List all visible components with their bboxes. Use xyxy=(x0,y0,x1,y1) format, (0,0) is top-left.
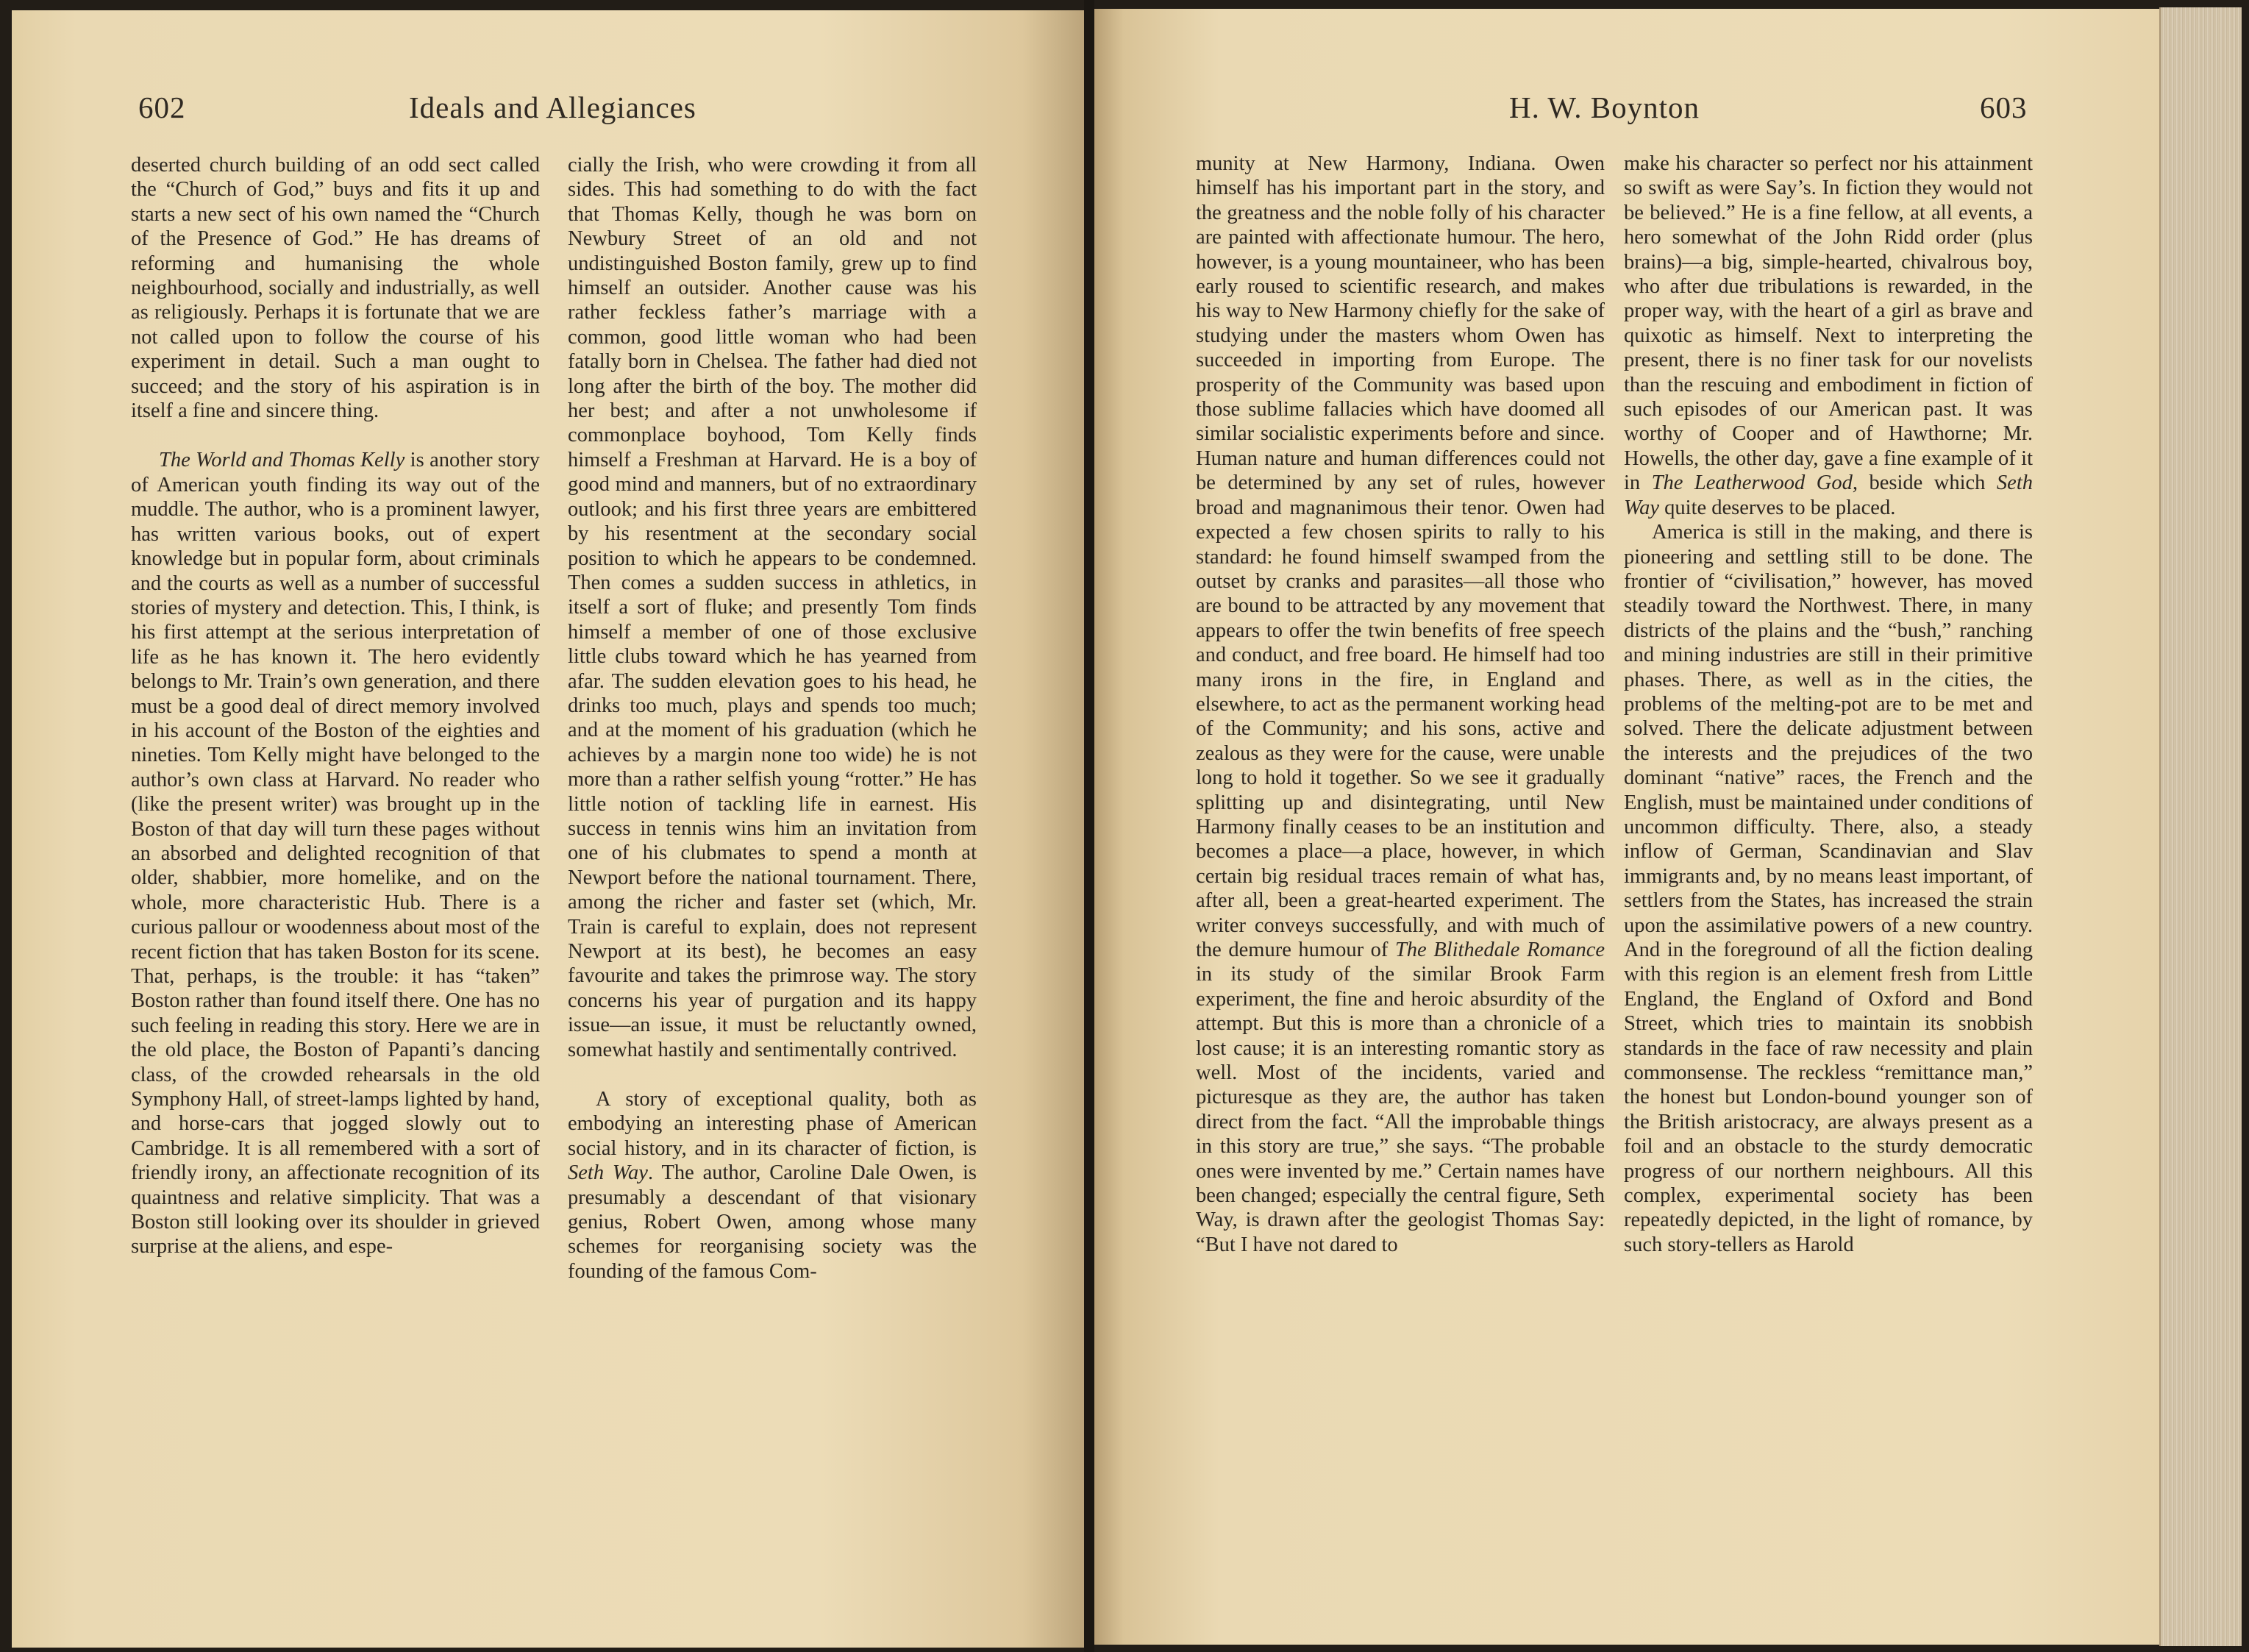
right-page-column-2 xyxy=(1624,152,2033,1475)
book-title: Seth Way xyxy=(1624,471,2033,519)
book-title: Seth Way xyxy=(568,1161,648,1185)
left-page-column-2 xyxy=(568,153,977,1477)
page-number-right: 603 xyxy=(1980,90,2028,124)
paragraph: The World and Thomas Kelly is another story of American youth finding its way out of the muddle. The author, who is a prominent lawyer, has written various books, out of expert knowledge but in popular form, about criminals and the courts as well as a number of successful stories of mystery and detection. This, I think, is his first attempt at the serious interpretation of life as he has known it. The hero evidently belongs to Mr. Train’s own generation, and there must be a good deal of direct memory involved in his account of the Boston of the eighties and nineties. Tom Kelly might have belonged to the author’s own class at Harvard. No reader who (like the present writer) was brought up in the Boston of that day will turn these pages without an absorbed and delighted recognition of that older, shabbier, more homelike, and on the whole, more characteristic Hub. There is a curious pallour or woodenness about most of the recent fiction that has taken Boston for its scene. That, perhaps, is the trouble: it has “taken” Boston rather than found itself there. One has no such feeling in reading this story. Here we are in the old place, the Boston of Papanti’s dancing class, of the crowded rehearsals in the old Symphony Hall, of street-lamps lighted by hand, and horse-cars that jogged slowly out to Cambridge. It is all remembered with a sort of friendly irony, an affectionate recognition of its quaintness and relative simplicity. That was a Boston still looking over its shoulder in grieved surprise at the aliens, and espe- xyxy=(131,449,540,1258)
book-title: The World and Thomas Kelly xyxy=(159,449,405,472)
book-gutter xyxy=(1084,0,1094,1652)
paragraph: A story of exceptional quality, both as embodying an interesting phase of American social history, and in its character of fiction, is Seth Way. The author, Caroline Dale Owen, is presumably a descendant of that visionary genius, Robert Owen, among whose many schemes for reorganising society was the founding of the famous Com- xyxy=(568,1088,977,1283)
book-title: The Blithedale Romance xyxy=(1394,939,1605,961)
book-title: The Leatherwood God, xyxy=(1651,471,1858,495)
right-page-column-1 xyxy=(1196,152,1605,1475)
paragraph: munity at New Harmony, Indiana. Owen himself has his important part in the story, and the greatness and the noble folly of his character are painted with affectionate humour. The hero, however, is a young mountaineer, who has been early roused to scientific research, and makes his way to New Harmony chiefly for the sake of studying under the masters whom Owen has succeeded in importing from Europe. The prosperity of the Community was based upon those sublime fallacies which have doomed all similar socialistic experiments before and since. Human nature and human differences could not be determined by any set of rules, however broad and magnanimous their tenor. Owen had expected a few chosen spirits to rally to his standard: he found himself swamped from the outset by cranks and parasites—all those who are bound to be attracted by any movement that appears to offer the twin benefits of free speech and conduct, and free board. He himself had too many irons in the fire, in England and elsewhere, to act as the permanent working head of the Community; and his sons, active and zealous as they were for the cause, were unable long to hold it together. So we see it gradually splitting up and disintegrating, until New Harmony finally ceases to be an institution and becomes a place—a place, however, in which certain big residual traces remain of what has, after all, been a great-hearted experiment. The writer conveys successfully, and with much of the demure humour of The Blithedale Romance in its study of the similar Brook Farm experiment, the fine and heroic absurdity of the attempt. But this is more than a chronicle of a lost cause; it is an interesting romantic story as well. Most of the incidents, varied and picturesque as they are, the author has taken direct from the fact. “All the improbable things in this story are true,” she says. “The probable ones were invented by me.” Certain names have been changed; especially the central figure, Seth Way, is drawn after the geologist Thomas Say: “But I have not dared to xyxy=(1196,152,1605,1256)
paragraph: deserted church building of an odd sect called the “Church of God,” buys and fits it up and starts a new sect of his own named the “Church of the Presence of God.” He has dreams of reforming and humanising the whole neighbourhood, socially and industrially, as well as religiously. Perhaps it is fortunate that we are not called upon to follow the course of his experiment in detail. Such a man ought to succeed; and the story of his aspiration is in itself a fine and sincere thing. xyxy=(131,154,540,423)
page-number-left: 602 xyxy=(138,90,186,124)
running-head-right: H. W. Boynton xyxy=(1509,90,1700,124)
paragraph: make his character so perfect nor his attainment so swift as were Say’s. In fiction they would not be believed.” He is a fine fellow, at all events, a hero somewhat of the John Ridd order (plus brains)—a big, simple-hearted, chivalrous boy, who after due tribulations is rewarded, in the proper way, with the heart of a girl as brave and quixotic as himself. Next to interpreting the present, there is no finer task for our novelists than the rescuing and embodiment in fiction of such episodes of our American past. It was worthy of Cooper and of Hawthorne; Mr. Howells, the other day, gave a fine example of it in The Leatherwood God, beside which Seth Way quite deserves to be placed. xyxy=(1624,152,2033,519)
left-page-column-1 xyxy=(131,153,540,1477)
paragraph: America is still in the making, and there is pioneering and settling still to be done. The frontier of “civilisation,” however, has moved steadily toward the Northwest. There, in many districts of the plains and the “bush,” ranching and mining industries are still in their primitive phases. There, as well as in the cities, the problems of the melting-pot are to be met and solved. There the delicate adjustment between the interests and the prejudices of the two dominant “native” races, the French and the English, must be maintained under conditions of uncommon difficulty. There, also, a steady inflow of German, Scandinavian and Slav immigrants and, by no means least important, of settlers from the States, has increased the strain upon the assimilative powers of a new country. And in the foreground of all the fiction dealing with this region is an element fresh from Little England, the England of Oxford and Bond Street, which tries to maintain its snobbish standards in the face of raw necessity and plain commonsense. The reckless “remittance man,” the honest but London-bound younger son of the British aristocracy, are always present as a foil and an obstacle to the sturdy democratic progress of our northern neighbours. All this complex, experimental society has been repeatedly depicted, in the light of romance, by such story-tellers as Harold xyxy=(1624,521,2033,1256)
running-head-left: Ideals and Allegiances xyxy=(409,90,696,124)
paragraph: cially the Irish, who were crowding it from all sides. This had something to do with the fact that Thomas Kelly, though he was born on Newbury Street of an old and not undistinguished Boston family, grew up to find himself an outsider. Another cause was his rather feckless father’s marriage with a common, good little woman who had been fatally born in Chelsea. The father had died not long after the birth of the boy. The mother did her best; and after a not unwholesome if commonplace boyhood, Tom Kelly finds himself a Freshman at Harvard. He is a boy of good mind and manners, but of no extraordinary outlook; and his first three years are embittered by his resentment at the secondary social position to which he appears to be condemned. Then comes a sudden success in athletics, in itself a sort of fluke; and presently Tom finds himself a member of one of those exclusive little clubs toward which he has yearned from afar. The sudden elevation goes to his head, he drinks too much, plays and spends too much; and at the moment of his graduation (which he achieves by a margin none too wide) he is not more than a rather selfish young “rotter.” He has little notion of tackling life in earnest. His success in tennis wins him an invitation from one of his clubmates to spend a month at Newport before the national tournament. There, among the richer and faster set (which, Mr. Train is careful to explain, does not represent Newport at its best), he becomes an easy favourite and takes the primrose way. The story concerns his year of purgation and its happy issue—an issue, it must be reluctantly owned, somewhat hastily and sentimentally contrived. xyxy=(568,154,977,1061)
page-fore-edge xyxy=(2159,7,2242,1646)
